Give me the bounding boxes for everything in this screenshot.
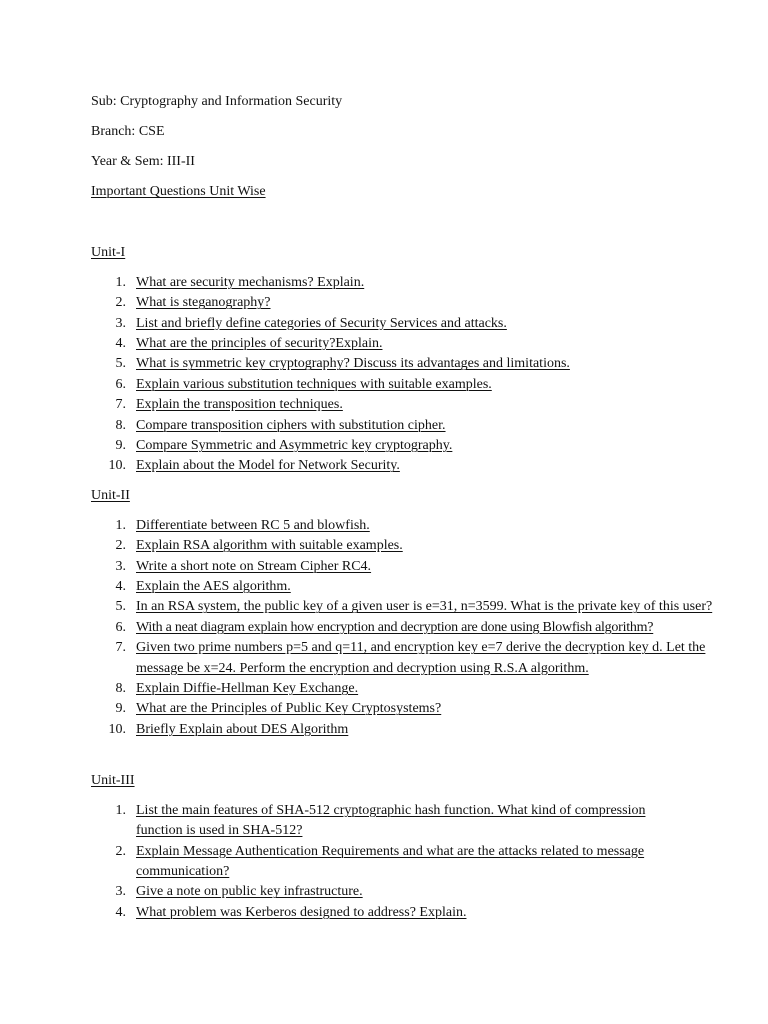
question-text: Explain the transposition techniques. xyxy=(136,397,343,413)
question-number: 10. xyxy=(108,458,126,474)
question-number: 2. xyxy=(115,538,126,554)
question-number: 1. xyxy=(115,517,126,533)
question-number: 4. xyxy=(115,579,126,594)
question-number: 8. xyxy=(115,417,126,433)
question-text: Explain Diffie-Hellman Key Exchange. xyxy=(136,681,359,697)
question-text: With a neat diagram explain how encryption and decryption are done using Blowfish algorithm? xyxy=(136,619,654,635)
question-list xyxy=(91,801,731,923)
question-item xyxy=(91,375,731,395)
question-number: 3. xyxy=(115,884,126,900)
question-item xyxy=(91,618,731,638)
unit-title: Unit-I xyxy=(91,245,126,260)
question-item xyxy=(91,293,731,313)
question-text: Explain Message Authentication Requirements and what are the attacks related to message communication? xyxy=(136,843,645,879)
question-number: 6. xyxy=(115,619,126,635)
question-number: 9. xyxy=(115,438,126,454)
question-item xyxy=(91,801,731,842)
question-item xyxy=(91,416,731,436)
question-text: Compare Symmetric and Asymmetric key cryptography. xyxy=(136,438,453,454)
question-list xyxy=(91,516,731,740)
question-number: 5. xyxy=(115,356,126,372)
question-item xyxy=(91,334,731,354)
question-text: Explain various substitution techniques with suitable examples. xyxy=(136,376,492,392)
question-item xyxy=(91,536,731,556)
question-number: 4. xyxy=(115,336,126,351)
question-number: 1. xyxy=(115,802,126,818)
question-item xyxy=(91,699,731,719)
question-number: 1. xyxy=(115,274,126,290)
branch-line: Branch: CSE xyxy=(91,123,165,139)
question-text: What is symmetric key cryptography? Discuss its advantages and limitations. xyxy=(136,356,570,372)
question-item xyxy=(91,516,731,536)
question-text: Explain RSA algorithm with suitable examples. xyxy=(136,538,403,554)
question-text: What are the Principles of Public Key Cryptosystems? xyxy=(136,701,442,717)
question-item xyxy=(91,395,731,415)
question-item xyxy=(91,314,731,334)
question-item xyxy=(91,354,731,374)
question-item xyxy=(91,557,731,577)
unit-3-section xyxy=(91,771,731,923)
question-number: 5. xyxy=(115,599,126,615)
question-text: List the main features of SHA-512 cryptographic hash function. What kind of compression function is used in SHA-512? xyxy=(136,802,646,839)
question-item xyxy=(91,638,731,679)
question-number: 7. xyxy=(115,397,126,413)
question-text: Briefly Explain about DES Algorithm xyxy=(136,721,349,737)
question-text: Explain the AES algorithm. xyxy=(136,579,291,594)
question-item xyxy=(91,903,731,923)
question-number: 2. xyxy=(115,295,126,311)
question-number: 10. xyxy=(108,721,126,737)
question-number: 8. xyxy=(115,681,126,697)
question-item xyxy=(91,882,731,902)
question-item xyxy=(91,273,731,293)
question-number: 3. xyxy=(115,315,126,331)
question-number: 9. xyxy=(115,701,126,717)
question-list xyxy=(91,273,731,477)
question-text: Explain about the Model for Network Security. xyxy=(136,458,400,474)
question-text: What are security mechanisms? Explain. xyxy=(136,274,365,290)
question-item xyxy=(91,720,731,740)
question-text: Write a short note on Stream Cipher RC4. xyxy=(136,558,372,574)
question-item xyxy=(91,456,731,476)
question-item xyxy=(91,679,731,699)
question-number: 3. xyxy=(115,558,126,574)
question-text: Give a note on public key infrastructure. xyxy=(136,884,363,900)
question-text: Given two prime numbers p=5 and q=11, and encryption key e=7 derive the decryption key d. Let the message be x=24. Perform the encryption and decryption using R.S.A algorithm. xyxy=(136,640,706,676)
document-header xyxy=(91,92,691,212)
question-number: 7. xyxy=(115,640,126,656)
unit-title: Unit-III xyxy=(91,773,135,788)
question-text: Differentiate between RC 5 and blowfish. xyxy=(136,517,370,533)
question-text: What problem was Kerberos designed to address? Explain. xyxy=(136,904,467,920)
question-number: 4. xyxy=(115,904,126,920)
question-item xyxy=(91,436,731,456)
question-text: List and briefly define categories of Security Services and attacks. xyxy=(136,315,507,331)
subject-line: Sub: Cryptography and Information Security xyxy=(91,94,343,109)
important-questions-heading: Important Questions Unit Wise xyxy=(91,183,266,199)
question-item xyxy=(91,577,731,597)
question-number: 6. xyxy=(115,376,126,392)
question-item xyxy=(91,842,731,883)
unit-title: Unit-II xyxy=(91,488,130,503)
question-text: What is steganography? xyxy=(136,295,271,311)
unit-2-section xyxy=(91,486,731,740)
question-item xyxy=(91,597,731,617)
question-number: 2. xyxy=(115,843,126,859)
unit-1-section xyxy=(91,243,731,477)
year-sem-line: Year & Sem: III-II xyxy=(91,153,195,169)
question-text: In an RSA system, the public key of a given user is e=31, n=3599. What is the private key of this user? xyxy=(136,599,713,615)
question-text: Compare transposition ciphers with substitution cipher. xyxy=(136,417,446,433)
question-text: What are the principles of security?Explain. xyxy=(136,336,383,351)
